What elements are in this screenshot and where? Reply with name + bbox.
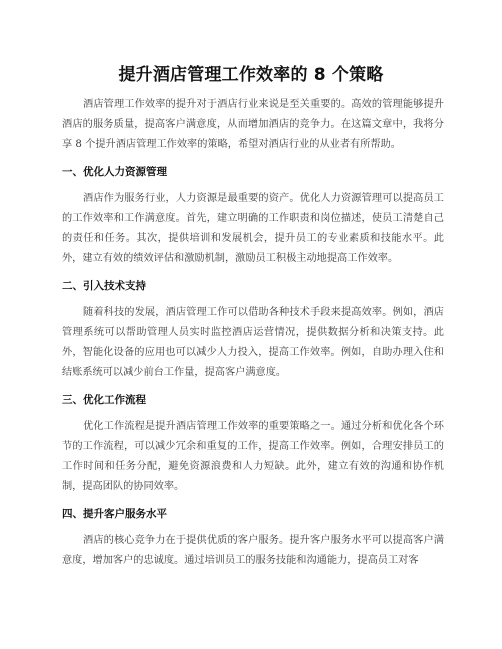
section-heading-4: 四、提升客户服务水平 xyxy=(62,508,167,520)
section-paragraph-1: 酒店作为服务行业，人力资源是最重要的资产。优化人力资源管理可以提高员工的工作效率和工作满意度。首先，建立明确的工作职责和岗位描述，使员工清楚自己的责任和任务。其次，提供培训和发展机会，提升员工的专业素质和技能水平。此外，建立有效的绩效评估和激励机制，激励员工积极主动地提高工作效率。 xyxy=(62,193,444,264)
section-paragraph-2: 随着科技的发展，酒店管理工作可以借助各种技术手段来提高效率。例如，酒店管理系统可以帮助管理人员实时监控酒店运营情况，提供数据分析和决策支持。此外，智能化设备的应用也可以减少人力投入，提高工作效率。例如，自助办理入住和结账系统可以减少前台工作量，提高客户满意度。 xyxy=(62,307,444,378)
section-heading-3: 三、优化工作流程 xyxy=(62,394,146,406)
intro-paragraph: 酒店管理工作效率的提升对于酒店行业来说是至关重要的。高效的管理能够提升酒店的服务质量，提高客户满意度，从而增加酒店的竞争力。在这篇文章中，我将分享 8 个提升酒店管理工作效率的策略，希望对酒店行业的从业者有所帮助。 xyxy=(62,99,444,150)
section-heading-1: 一、优化人力资源管理 xyxy=(62,166,167,178)
section-paragraph-3: 优化工作流程是提升酒店管理工作效率的重要策略之一。通过分析和优化各个环节的工作流程，可以减少冗余和重复的工作，提高工作效率。例如，合理安排员工的工作时间和任务分配，避免资源浪费和人力短缺。此外，建立有效的沟通和协作机制，提高团队的协同效率。 xyxy=(62,421,444,492)
section-paragraph-4: 酒店的核心竞争力在于提供优质的客户服务。提升客户服务水平可以提高客户满意度，增加客户的忠诚度。通过培训员工的服务技能和沟通能力，提高员工对客 xyxy=(62,535,444,566)
section-heading-2: 二、引入技术支持 xyxy=(62,280,146,292)
document-title: 提升酒店管理工作效率的 8 个策略 xyxy=(118,65,384,85)
document-body xyxy=(62,95,444,571)
